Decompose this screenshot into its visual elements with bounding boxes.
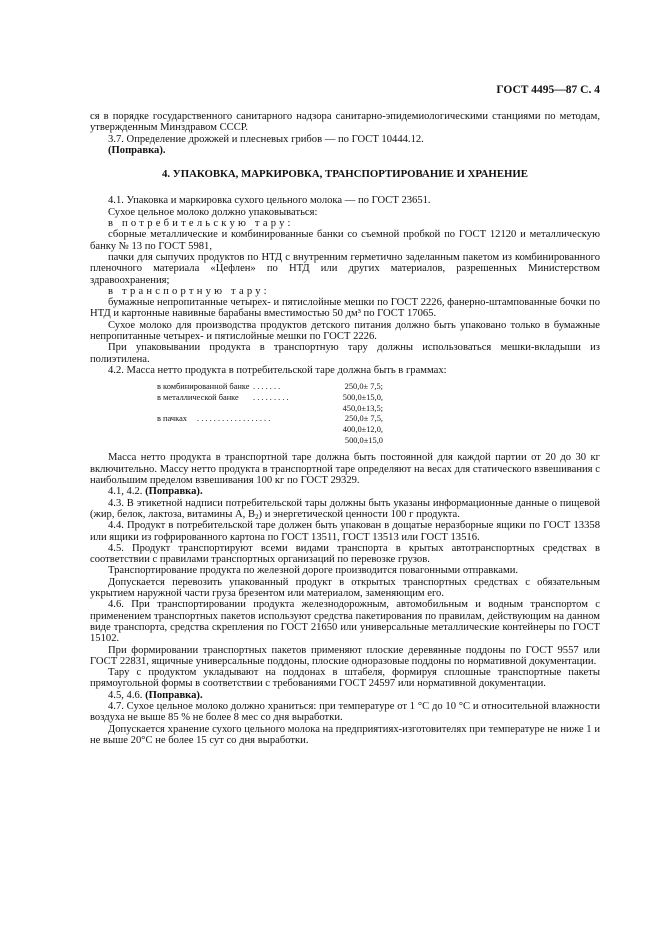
document-body [90,111,600,746]
table-value: 250,0± 7,5, [344,414,383,424]
amendment-note: (Поправка). [145,689,203,701]
table-row [157,382,600,393]
paragraph-4-7: 4.7. Сухое цельное молоко должно храниться: при температуре от 1 °С до 10 °С и относительной влажности воздуха не выше 85 % не более 8 мес со дня выработки. [90,700,600,724]
paragraph: Сухое цельное молоко должно упаковываться: [108,206,318,218]
section-title: 4. УПАКОВКА, МАРКИРОВКА, ТРАНСПОРТИРОВАНИЕ И ХРАНЕНИЕ [161,168,529,181]
table-label [157,404,253,415]
table-label: в пачках [157,414,187,424]
text-part: 4.3. В этикетной надписи потребительской тары должны быть указаны информационные данные о пищевой (жир, белок, лактоза, витамины А, В [90,497,600,520]
clause-ref: 4.1, 4.2. [108,486,143,498]
text-part: ) и энергетической ценности 100 г продукта. [258,508,460,520]
paragraph: ся в порядке государственного санитарного надзора санитарно-эпидемиологическими станциями по методам, утвержденным Минздравом СССР. [90,111,600,134]
table-row [157,436,600,447]
table-row [157,393,600,404]
amendment-line [90,690,600,701]
table-value: 500,0±15,0, [342,392,383,402]
table-label: в металлической банке [157,392,239,402]
table-label: в комбинированной банке [157,382,250,392]
paragraph-4-2: 4.2. Масса нетто продукта в потребительской таре должна быть в граммах: [108,364,447,376]
paragraph: Сухое молоко для производства продуктов детского питания должно быть упаковано только в бумажные непропитанные четырех- и пятислойные мешки по ГОСТ 2226. [90,319,600,343]
paragraph: Тару с продуктом укладывают на поддонах в штабеля, формируя сплошные транспортные пакеты прямоугольной формы в соответствии с требованиями ГОСТ 24597 или нормативной документации. [90,667,600,690]
paragraph: Допускается хранение сухого цельного молока на предприятиях-изготовителях при температуре не ниже 1 и не выше 20°С не более 15 сут со дня выработки. [90,723,600,746]
clause-ref: 4.5, 4.6. [108,689,143,701]
table-row [157,414,600,425]
paragraph: При формировании транспортных пакетов применяют плоские деревянные поддоны по ГОСТ 9557 или ГОСТ 22831, ящичные универсальные поддоны, плоские одноразовые поддоны по нормативной документации. [90,644,600,667]
table-label [157,425,253,436]
paragraph-4-5: 4.5. Продукт транспортируют всеми видами транспорта в крытых автотранспортных средствах в соответствии с правилами транспортных организаций по перевозке грузов. [90,542,600,566]
paragraph: Допускается перевозить упакованный продукт в открытых транспортных средствах с обязательным укрытием наружной части груза брезентом или материалом, заменяющим его. [90,576,600,600]
table-value: 500,0±15,0 [344,435,383,445]
mass-table [157,382,600,446]
amendment-note: (Поправка). [108,144,166,156]
subscript: 2 [255,512,259,521]
paragraph: бумажные непропитанные четырех- и пятислойные мешки по ГОСТ 2226, фанерно-штампованные бочки по НТД и картонные навивные барабаны вместимостью 50 дм³ по ГОСТ 17065. [90,297,600,320]
subheading-consumer-tare: в потребительскую тару: [108,218,294,230]
table-dots [253,425,323,436]
paragraph: Масса нетто продукта в транспортной таре должна быть постоянной для каждой партии от 20 до 30 кг включительно. Массу нетто продукта в транспортной таре определяют на весах для статического взвешивания с наибольшим пределом взвешивания 100 кг по ГОСТ 29329. [90,452,600,487]
paragraph: сборные металлические и комбинированные банки со съемной пробкой по ГОСТ 12120 и металлическую банку № 13 по ГОСТ 5981, [90,229,600,252]
table-dots [253,436,323,447]
paragraph-4-4: 4.4. Продукт в потребительской таре должен быть упакован в дощатые неразборные ящики по ГОСТ 13358 или ящики из гофрированного картона по ГОСТ 13511, ГОСТ 13513 или ГОСТ 13516. [90,520,600,543]
amendment-line [90,486,600,497]
table-value: 400,0±12,0, [342,425,383,435]
table-label [157,436,253,447]
table-row [157,425,600,436]
table-dots: . . . . . . . . . . . . . . . . . . [197,414,271,424]
paragraph: пачки для сыпучих продуктов по НТД с внутренним герметично заделанным пакетом из комбинированного пленочного материала «Цефлен» по НТД или других материалов, разрешенных Министерством здравоохранения; [90,251,600,286]
paragraph-4-1: 4.1. Упаковка и маркировка сухого цельного молока — по ГОСТ 23651. [108,195,431,207]
table-dots: . . . . . . . [253,382,281,392]
paragraph: При упаковывании продукта в транспортную тару должны использоваться мешки-вкладыши из полиэтилена. [90,342,600,365]
table-value: 450,0±13,5; [342,403,383,413]
paragraph-3-7: 3.7. Определение дрожжей и плесневых грибов — по ГОСТ 10444.12. [108,133,424,145]
table-dots [253,404,323,415]
paragraph-4-3 [90,498,600,521]
table-value: 250,0± 7,5; [344,382,383,392]
amendment-note: (Поправка). [145,486,203,498]
paragraph: Транспортирование продукта по железной дороге производится повагонными отправками. [108,565,519,577]
subheading-transport-tare: в транспортную тару: [108,285,270,297]
table-dots: . . . . . . . . . [253,392,289,402]
table-row [157,404,600,415]
page-header: ГОСТ 4495—87 С. 4 [496,84,600,96]
paragraph-4-6: 4.6. При транспортировании продукта железнодорожным, автомобильным и водным транспортом с применением транспортных пакетов используют средства пакетирования по правилам, действующим на данном виде транспорта, средства скрепления по ГОСТ 21650 или универсальные металлические контейнеры по ГОСТ 15102. [90,599,600,645]
